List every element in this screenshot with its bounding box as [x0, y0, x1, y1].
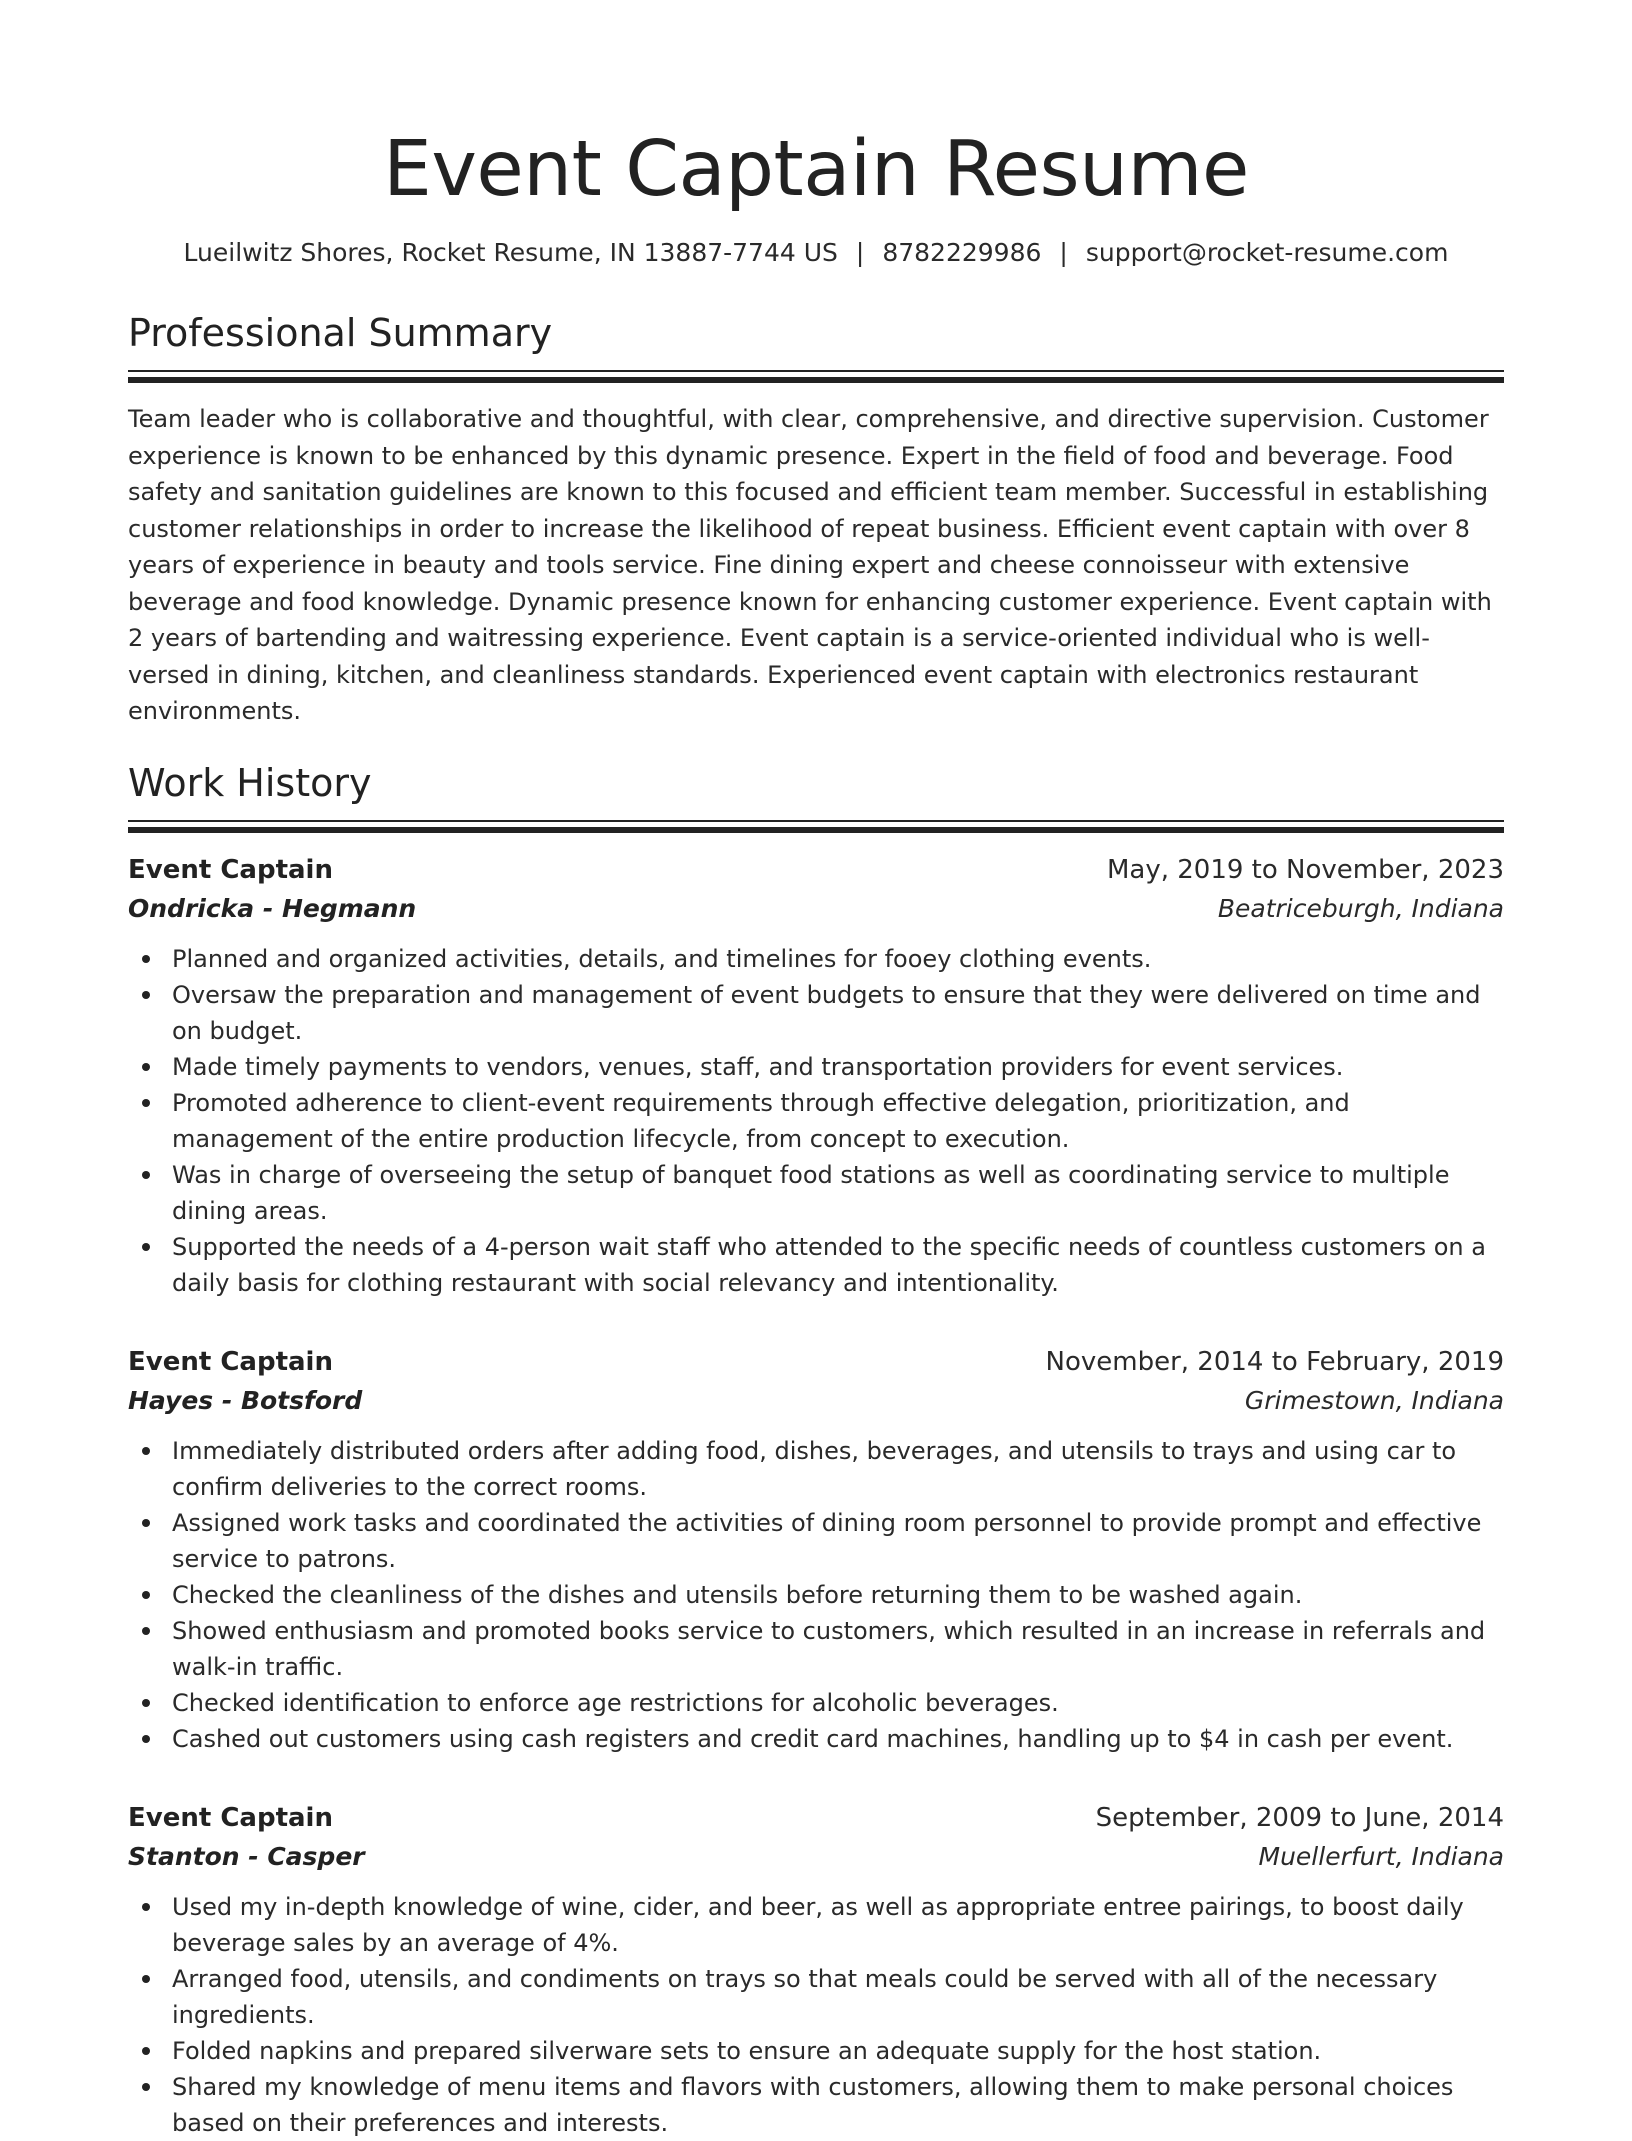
job-company: Hayes - Botsford [128, 1385, 363, 1415]
professional-summary-section [128, 310, 1504, 730]
job-entry [128, 1343, 1504, 1757]
list-item: Promoted adherence to client-event requirements through effective delegation, prioritization, and management of the entire production lifecycle, from concept to execution. [172, 1085, 1504, 1157]
list-item: Shared my knowledge of menu items and flavors with customers, allowing them to make personal choices based on their preferences and interests. [172, 2069, 1504, 2141]
list-item: Oversaw the preparation and management of event budgets to ensure that they were delivered on time and on budget. [172, 977, 1504, 1049]
list-item: Made timely payments to vendors, venues, staff, and transportation providers for event services. [172, 1049, 1504, 1085]
resume-page [128, 0, 1504, 2141]
job-entry [128, 851, 1504, 1301]
job-bullets [128, 1433, 1504, 1757]
list-item: Folded napkins and prepared silverware sets to ensure an adequate supply for the host station. [172, 2033, 1504, 2069]
section-heading: Work History [128, 760, 372, 805]
job-location: Muellerfurt, Indiana [1258, 1841, 1504, 1871]
job-title: Event Captain [128, 1346, 333, 1377]
page-title: Event Captain Resume [383, 125, 1249, 214]
job-location: Grimestown, Indiana [1244, 1385, 1504, 1415]
contact-line [128, 236, 1504, 270]
list-item: Was in charge of overseeing the setup of banquet food stations as well as coordinating service to multiple dining areas. [172, 1157, 1504, 1229]
job-location: Beatriceburgh, Indiana [1217, 893, 1504, 923]
job-dates: September, 2009 to June, 2014 [1095, 1802, 1504, 1833]
list-item: Assigned work tasks and coordinated the activities of dining room personnel to provide prompt and effective service to patrons. [172, 1505, 1504, 1577]
contact-separator: | [1059, 238, 1068, 267]
job-bullets [128, 941, 1504, 1301]
list-item: Checked the cleanliness of the dishes and utensils before returning them to be washed again. [172, 1577, 1504, 1613]
list-item: Immediately distributed orders after adding food, dishes, beverages, and utensils to trays and using car to confirm deliveries to the correct rooms. [172, 1433, 1504, 1505]
list-item: Arranged food, utensils, and condiments on trays so that meals could be served with all of the necessary ingredients. [172, 1961, 1504, 2033]
list-item: Showed enthusiasm and promoted books service to customers, which resulted in an increase in referrals and walk-in traffic. [172, 1613, 1504, 1685]
job-title: Event Captain [128, 1802, 333, 1833]
job-dates: May, 2019 to November, 2023 [1106, 854, 1504, 885]
job-dates: November, 2014 to February, 2019 [1045, 1346, 1504, 1377]
contact-phone: 8782229986 [882, 238, 1042, 267]
section-divider [128, 820, 1504, 833]
work-history-section [128, 760, 1504, 2141]
summary-text: Team leader who is collaborative and thoughtful, with clear, comprehensive, and directive supervision. Customer experience is known to be enhanced by this dynamic presence. Expert in the field of food and beverage. Food safety and sanitation guidelines are known to this focused and efficient team member. Successful in establishing customer relationships in order to increase the likelihood of repeat business. Efficient event captain with over 8 years of experience in beauty and tools service. Fine dining expert and cheese connoisseur with extensive beverage and food knowledge. Dynamic presence known for enhancing customer experience. Event captain with 2 years of bartending and waitressing experience. Event captain is a service-oriented individual who is well-versed in dining, kitchen, and cleanliness standards. Experienced event captain with electronics restaurant environments. [128, 405, 1492, 725]
list-item: Cashed out customers using cash registers and credit card machines, handling up to $4 in cash per event. [172, 1721, 1504, 1757]
contact-address: Lueilwitz Shores, Rocket Resume, IN 13887-7744 US [183, 238, 838, 267]
job-entry [128, 1799, 1504, 2141]
list-item: Supported the needs of a 4-person wait staff who attended to the specific needs of countless customers on a daily basis for clothing restaurant with social relevancy and intentionality. [172, 1229, 1504, 1301]
list-item: Checked identification to enforce age restrictions for alcoholic beverages. [172, 1685, 1504, 1721]
job-title: Event Captain [128, 854, 333, 885]
job-bullets [128, 1889, 1504, 2141]
job-company: Stanton - Casper [128, 1841, 365, 1871]
section-heading: Professional Summary [128, 311, 553, 355]
list-item: Used my in-depth knowledge of wine, cider, and beer, as well as appropriate entree pairings, to boost daily beverage sales by an average of 4%. [172, 1889, 1504, 1961]
job-company: Ondricka - Hegmann [128, 893, 417, 923]
list-item: Planned and organized activities, details, and timelines for fooey clothing events. [172, 941, 1504, 977]
contact-separator: | [855, 238, 865, 267]
section-divider [128, 370, 1504, 383]
contact-email[interactable]: support@rocket-resume.com [1085, 238, 1449, 267]
